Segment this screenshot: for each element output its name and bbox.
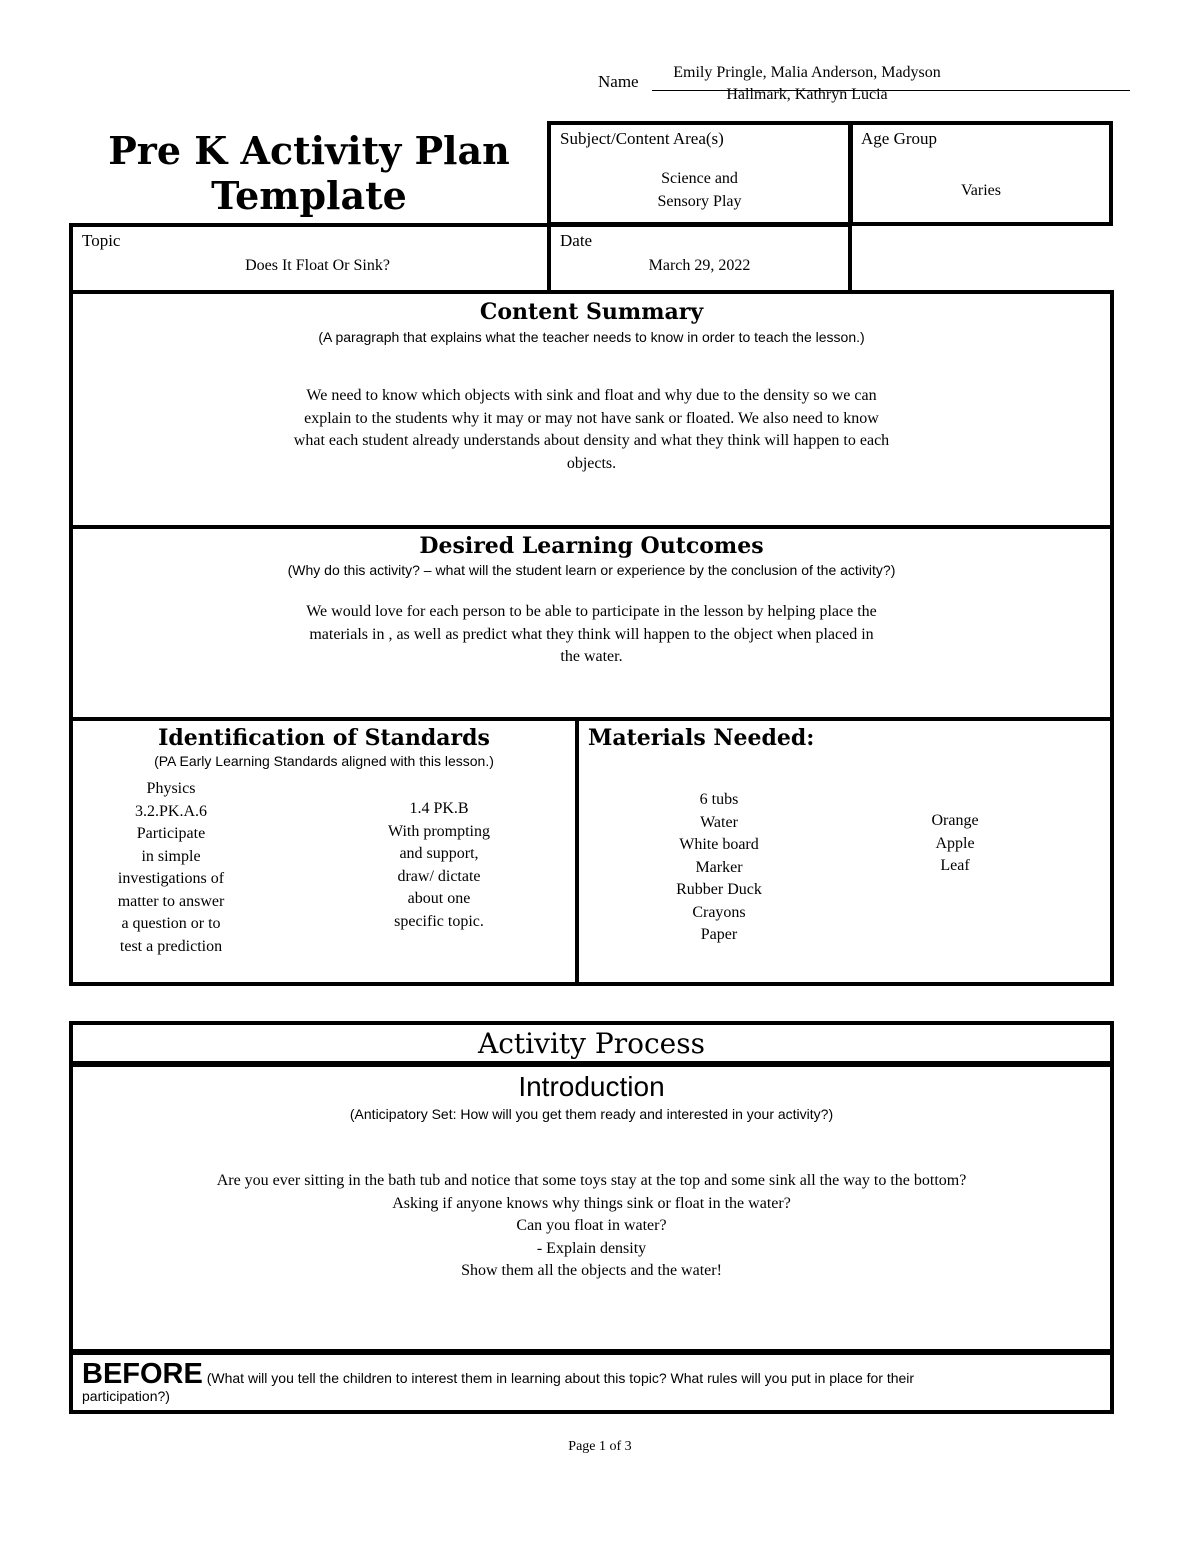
materials-item: Rubber Duck: [676, 881, 762, 898]
date-box: [547, 223, 852, 294]
standards-subtitle: (PA Early Learning Standards aligned with this lesson.): [154, 753, 494, 769]
standards-column-1: [91, 778, 251, 958]
learning-outcomes-body: [73, 601, 1110, 669]
title-line1: Pre K Activity Plan: [108, 128, 510, 173]
subject-box: [547, 121, 852, 226]
before-prompt-line2: participation?): [82, 1388, 170, 1404]
materials-item: Leaf: [940, 857, 970, 874]
content-summary-section: [69, 290, 1114, 529]
introduction-subtitle: (Anticipatory Set: How will you get them ready and interested in your activity?): [349, 1106, 834, 1122]
standards-title: Identification of Standards: [158, 725, 490, 751]
name-value: [652, 62, 962, 106]
topic-value: Does It Float Or Sink?: [245, 257, 390, 274]
date-value: March 29, 2022: [648, 257, 751, 274]
subject-value-line1: Science and: [661, 170, 738, 187]
before-title: BEFORE: [82, 1358, 203, 1390]
page-number: Page 1 of 3: [568, 1439, 632, 1454]
content-summary-line: We need to know which objects with sink and float and why due to the density so we can: [306, 387, 877, 404]
content-summary-line: what each student already understands about density and what they think will happen to each: [293, 432, 890, 449]
standards-item: matter to answer: [117, 892, 225, 910]
introduction-line: Can you float in water?: [516, 1217, 667, 1234]
age-group-label: Age Group: [861, 129, 938, 148]
standards-item: a question or to: [121, 915, 221, 932]
materials-item: Water: [700, 813, 738, 831]
introduction-section: [69, 1063, 1114, 1353]
learning-outcomes-line: We would love for each person to be able to participate in the lesson by helping place the: [306, 603, 877, 620]
standards-item: draw/ dictate: [397, 867, 481, 885]
page-title: [70, 128, 548, 218]
age-group-value: Varies: [961, 182, 1001, 199]
age-group-box: [849, 121, 1113, 226]
name-value-line2: Hallmark, Kathryn Lucia: [726, 86, 888, 103]
learning-outcomes-title: Desired Learning Outcomes: [419, 533, 764, 559]
before-prompt-line1: (What will you tell the children to interest them in learning about this topic? What rules will you put in place for their: [206, 1370, 915, 1386]
introduction-line: Are you ever sitting in the bath tub and notice that some toys stay at the top and some sink all the way to the bottom?: [216, 1172, 967, 1189]
materials-column-1: [639, 789, 799, 947]
topic-label: Topic: [82, 231, 121, 250]
materials-item: Marker: [695, 858, 743, 876]
content-summary-body: [73, 385, 1110, 475]
materials-title: Materials Needed:: [588, 725, 815, 751]
materials-section: [575, 717, 1114, 986]
title-line2: Template: [211, 173, 407, 218]
name-label: Name: [598, 72, 639, 91]
standards-item: test a prediction: [119, 937, 223, 955]
materials-column-2: [895, 810, 1015, 878]
standards-item: investigations of: [117, 870, 225, 887]
standards-item: and support,: [399, 845, 479, 862]
introduction-line: - Explain density: [536, 1239, 647, 1257]
activity-process-title: Activity Process: [478, 1027, 705, 1060]
content-summary-title: Content Summary: [479, 299, 704, 325]
standards-item: Participate: [136, 825, 206, 842]
learning-outcomes-line: materials in , as well as predict what they think will happen to the object when placed in: [309, 625, 874, 643]
materials-item: Paper: [700, 926, 738, 943]
standards-item: 1.4 PK.B: [409, 800, 469, 817]
topic-box: [69, 223, 551, 294]
materials-item: Orange: [931, 812, 979, 829]
content-summary-line: explain to the students why it may or may not have sank or floated. We also need to know: [304, 409, 879, 427]
standards-section: [69, 717, 579, 986]
standards-item: in simple: [141, 847, 201, 865]
introduction-line: Asking if anyone knows why things sink or float in the water?: [392, 1194, 791, 1212]
introduction-title: Introduction: [518, 1071, 665, 1102]
materials-item: 6 tubs: [699, 791, 739, 808]
introduction-body: [73, 1170, 1110, 1283]
before-section: [69, 1351, 1114, 1414]
materials-item: White board: [679, 836, 759, 853]
subject-value: [551, 167, 848, 213]
standards-column-2: [359, 798, 519, 933]
materials-item: Crayons: [692, 903, 746, 921]
standards-item: about one: [407, 890, 471, 907]
subject-value-line2: Sensory Play: [657, 193, 742, 210]
learning-outcomes-line: the water.: [560, 648, 623, 665]
standards-item: 3.2.PK.A.6: [134, 802, 207, 820]
learning-outcomes-subtitle: (Why do this activity? – what will the student learn or experience by the conclusion of the activity?): [287, 562, 896, 578]
content-summary-line: objects.: [566, 454, 617, 472]
name-value-line1: Emily Pringle, Malia Anderson, Madyson: [673, 64, 941, 81]
learning-outcomes-section: [69, 525, 1114, 721]
materials-item: Apple: [935, 834, 975, 852]
introduction-line: Show them all the objects and the water!: [461, 1262, 722, 1279]
standards-item: specific topic.: [394, 912, 484, 930]
content-summary-subtitle: (A paragraph that explains what the teacher needs to know in order to teach the lesson.): [318, 329, 865, 345]
before-text: [82, 1357, 1102, 1407]
subject-label: Subject/Content Area(s): [560, 129, 724, 148]
date-label: Date: [560, 231, 593, 250]
activity-process-header: [69, 1021, 1114, 1065]
standards-item: Physics: [146, 780, 196, 797]
standards-item: With prompting: [387, 822, 490, 840]
